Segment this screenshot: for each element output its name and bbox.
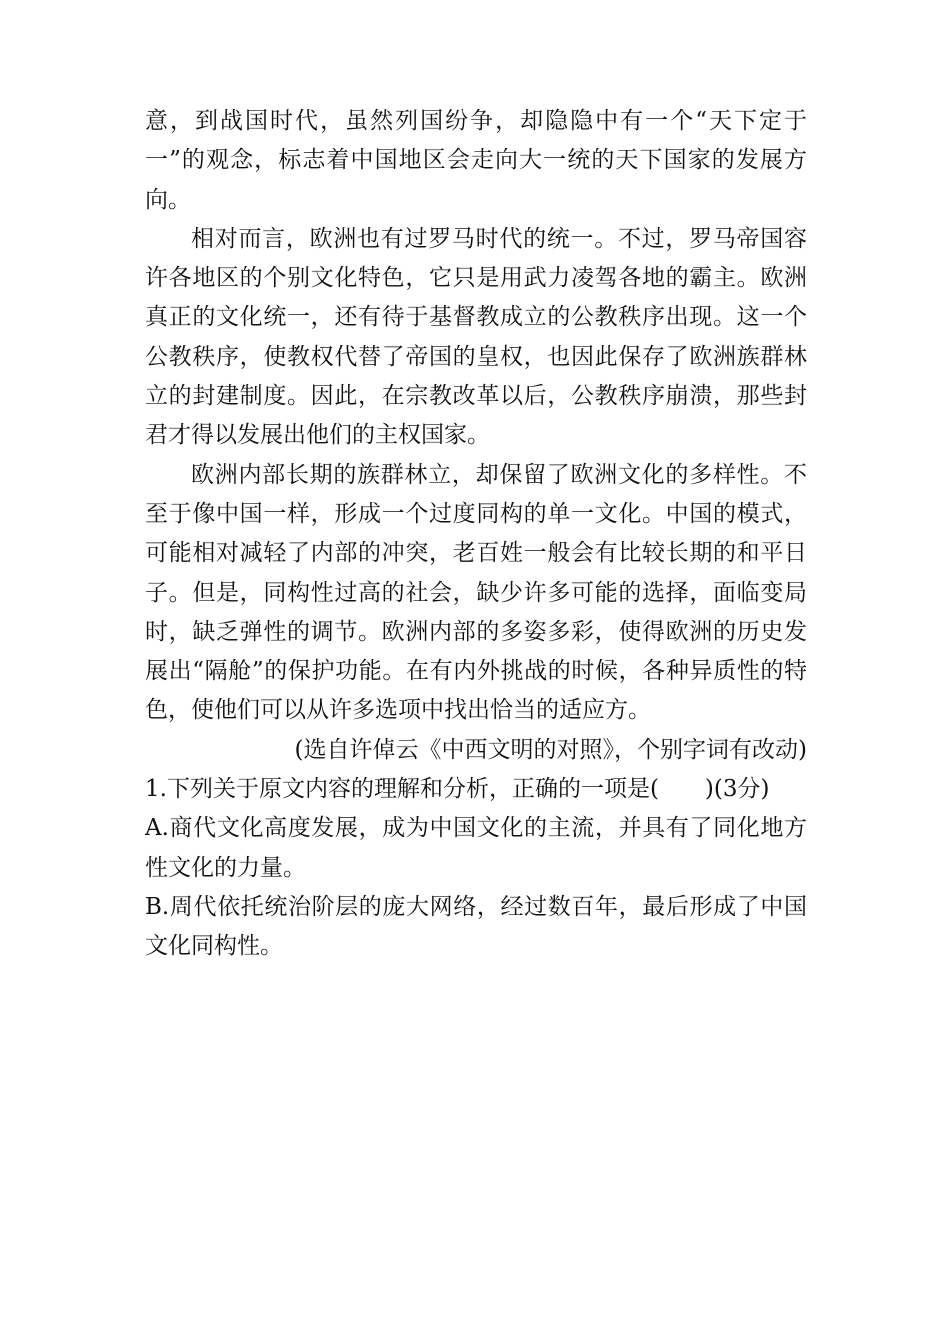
source-citation: (选自许倬云《中西文明的对照》，个别字词有改动): [294, 736, 807, 763]
paragraph-diversity: 欧洲内部长期的族群林立，却保留了欧洲文化的多样性。不至于像中国一样，形成一个过度同构的单一文化。中国的模式，可能相对减轻了内部的冲突，老百姓一般会有比较长期的和平日子。但是，同构性过高的社会，缺少许多可能的选择，面临变局时，缺乏弹性的调节。欧洲内部的多姿多彩，使得欧洲的历史发展出“隔舱”的保护功能。在有内外挑战的时候，各种异质性的特色，使他们可以从许多选项中找出恰当的适应方。: [145, 461, 807, 724]
paragraph-rome-comparison: 相对而言，欧洲也有过罗马时代的统一。不过，罗马帝国容许各地区的个别文化特色，它只是用武力凌驾各地的霸主。欧洲真正的文化统一，还有待于基督教成立的公教秩序出现。这一个公教秩序，使教权代替了帝国的皇权，也因此保存了欧洲族群林立的封建制度。因此，在宗教改革以后，公教秩序崩溃，那些封君才得以发展出他们的主权国家。: [145, 225, 807, 449]
question-stem: 1.下列关于原文内容的理解和分析，正确的一项是( )(3分): [145, 776, 770, 803]
option-b: B.周代依托统治阶层的庞大网络，经过数百年，最后形成了中国文化同构性。: [145, 893, 807, 960]
paragraph-continued: 意，到战国时代，虽然列国纷争，却隐隐中有一个“天下定于一”的观念，标志着中国地区会走向大一统的天下国家的发展方向。: [145, 108, 807, 213]
option-a: A.商代文化高度发展，成为中国文化的主流，并具有了同化地方性文化的力量。: [145, 815, 807, 881]
article-body: [145, 102, 807, 967]
